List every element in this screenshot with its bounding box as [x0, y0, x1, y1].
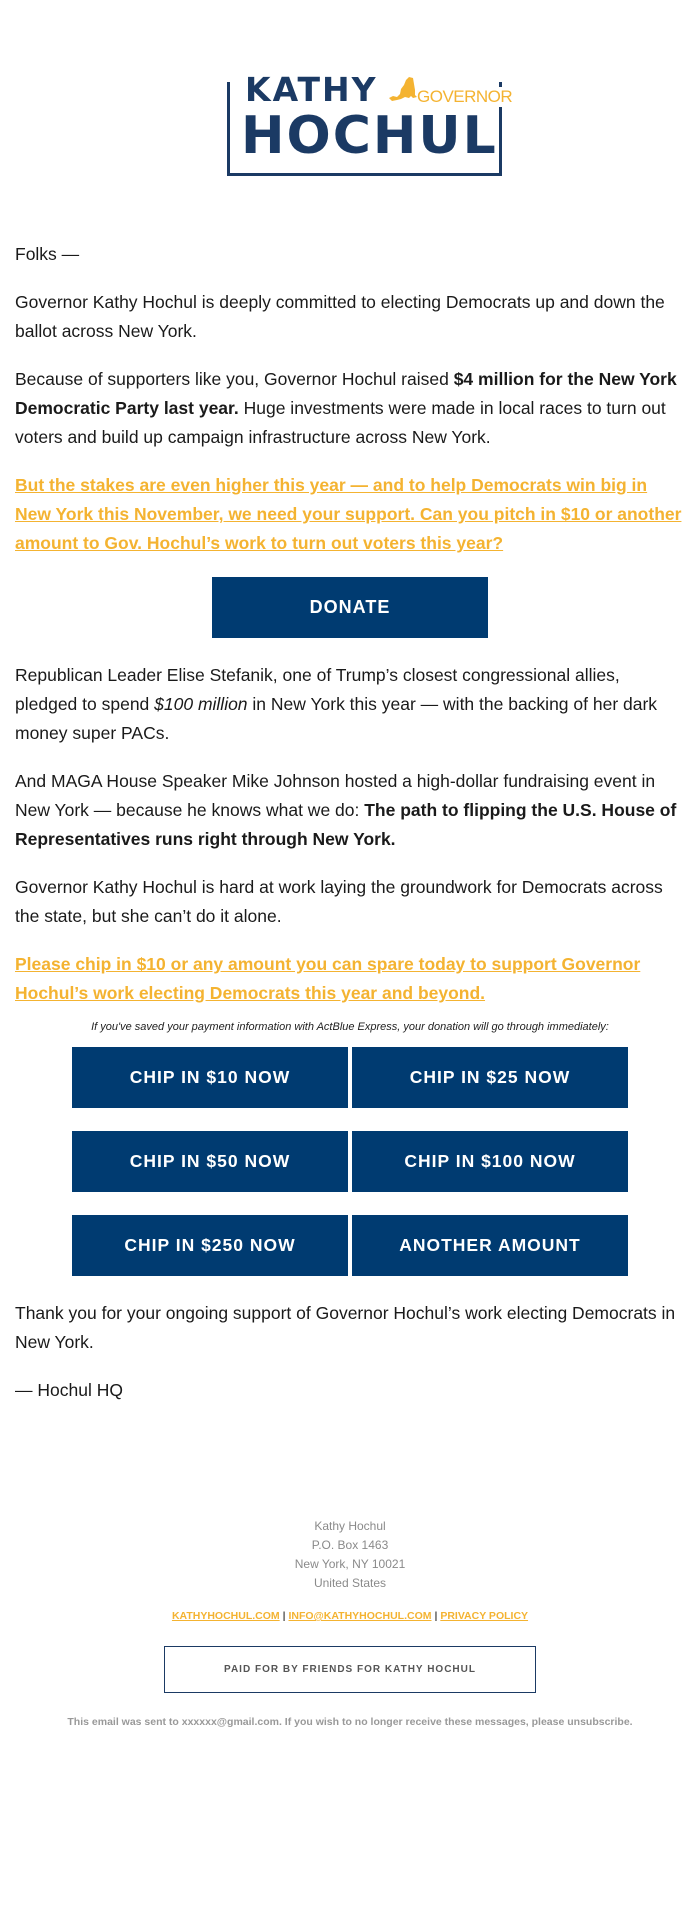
- ask-link-1-anchor[interactable]: But the stakes are even higher this year — and to help Democrats win big in New York this November, we need your support. Can you pitch in $10 or another amount to Gov. Hochul’s work to turn out voters this year?: [15, 475, 682, 553]
- actblue-express-note: If you've saved your payment information with ActBlue Express, your donation will go through immediately:: [91, 1021, 609, 1033]
- paragraph-commitment: Governor Kathy Hochul is deeply committed to electing Democrats up and down the ballot across New York.: [15, 292, 665, 341]
- chip-in-250-button[interactable]: CHIP IN $250 NOW: [72, 1215, 348, 1276]
- chip-in-10-button[interactable]: CHIP IN $10 NOW: [72, 1047, 348, 1108]
- signoff: — Hochul HQ: [15, 1380, 123, 1400]
- footer-links: [15, 1607, 685, 1626]
- p4-text-pre: And MAGA House Speaker Mike Johnson hosted a high-dollar fundraising event in New York — because he knows what we do:: [15, 771, 656, 820]
- footer: [15, 1517, 685, 1732]
- button-row: [72, 1131, 628, 1192]
- p2-text-post: Huge investments were made in local races to turn out voters and build up campaign infrastructure across New York.: [15, 398, 666, 447]
- paragraph-johnson: [15, 767, 685, 854]
- paragraph-stefanik: [15, 661, 685, 748]
- chip-in-50-button[interactable]: CHIP IN $50 NOW: [72, 1131, 348, 1192]
- footer-country: United States: [313, 1576, 387, 1590]
- p2-text-pre: Because of supporters like you, Governor Hochul raised: [15, 369, 454, 389]
- footer-separator: |: [282, 1610, 286, 1622]
- footer-po-box: P.O. Box 1463: [311, 1538, 389, 1552]
- chip-in-100-button[interactable]: CHIP IN $100 NOW: [352, 1131, 628, 1192]
- ask-link-1[interactable]: [15, 471, 685, 558]
- p3-text-pre: Republican Leader Elise Stefanik, one of Trump’s closest congressional allies, pledged to spend: [15, 665, 620, 714]
- new-york-state-icon: [387, 76, 417, 102]
- footer-link-site[interactable]: KATHYHOCHUL.COM: [171, 1610, 280, 1622]
- footer-link-privacy[interactable]: PRIVACY POLICY: [440, 1610, 529, 1622]
- ask-link-2[interactable]: [15, 950, 685, 1008]
- greeting: Folks —: [15, 244, 80, 264]
- another-amount-button[interactable]: ANOTHER AMOUNT: [352, 1215, 628, 1276]
- campaign-logo[interactable]: [227, 70, 513, 176]
- chip-in-25-button[interactable]: CHIP IN $25 NOW: [352, 1047, 628, 1108]
- paragraph-thanks: Thank you for your ongoing support of Governor Hochul’s work electing Democrats in New York.: [15, 1303, 676, 1352]
- p3-text-post: in New York this year — with the backing of her dark money super PACs.: [15, 694, 658, 743]
- footer-link-email[interactable]: INFO@KATHYHOCHUL.COM: [288, 1610, 432, 1622]
- logo-governor-text: GOVERNOR: [417, 87, 516, 107]
- unsubscribe-note[interactable]: This email was sent to xxxxxx@gmail.com. If you wish to no longer receive these messages, please unsubscribe.: [67, 1716, 633, 1728]
- header-logo-area: [15, 0, 685, 240]
- paragraph-groundwork: Governor Kathy Hochul is hard at work laying the groundwork for Democrats across the state, but she can’t do it alone.: [15, 877, 663, 926]
- donate-button[interactable]: DONATE: [212, 577, 488, 638]
- logo-hochul-text: HOCHUL: [241, 106, 498, 166]
- button-row: [72, 1047, 628, 1108]
- footer-separator: |: [434, 1610, 438, 1622]
- logo-kathy-text: KATHY: [241, 72, 382, 108]
- p2-bold: $4 million for the New York Democratic Party last year.: [15, 369, 677, 418]
- p4-bold: The path to flipping the U.S. House of Representatives runs right through New York.: [15, 800, 677, 849]
- p3-italic: $100 million: [154, 694, 248, 714]
- footer-city: New York, NY 10021: [294, 1557, 406, 1571]
- button-row: [72, 1215, 628, 1276]
- paragraph-fundraising: [15, 365, 685, 452]
- paid-for-disclaimer: PAID FOR BY FRIENDS FOR KATHY HOCHUL: [164, 1646, 536, 1693]
- footer-name: Kathy Hochul: [314, 1519, 386, 1533]
- ask-link-2-anchor[interactable]: Please chip in $10 or any amount you can spare today to support Governor Hochul’s work electing Democrats this year and beyond.: [15, 954, 641, 1003]
- chip-in-button-grid: [72, 1047, 628, 1276]
